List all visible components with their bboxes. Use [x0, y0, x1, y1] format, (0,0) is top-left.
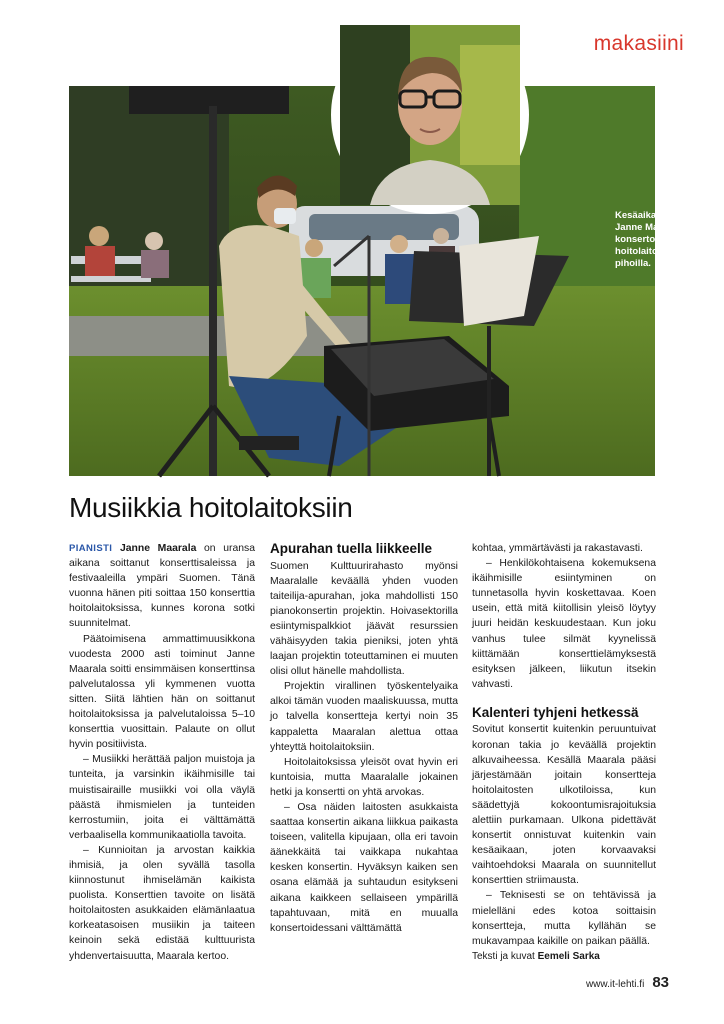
portrait-illustration	[340, 25, 520, 205]
paragraph: Projektin virallinen työskentelyaika alkoi tämän vuoden maaliskuussa, mutta jo talvella konsertteja kertyi noin 35 kappaletta Maaralan alettua ottaa yhteyttä hoitolaitoksiin.	[270, 681, 458, 753]
article-column-3	[472, 541, 656, 964]
section-tag: makasiini	[593, 32, 684, 55]
footer-url: www.it-lehti.fi	[585, 979, 645, 990]
lead-label: PIANISTI	[69, 543, 113, 554]
byline: Teksti ja kuvat Eemeli Sarka	[472, 950, 600, 962]
paragraph: Suomen Kulttuurirahasto myönsi Maaralalle keväällä yhden vuoden taiteilija-apurahan, joka mahdollisti 150 pianokonsertin projektin. Hoivasektorilla esiintymispalkkiot jäävät resurssien vähäisyyden takia pieniksi, joten yhtä laajan projektin toteuttaminen ei muuten olisi ollut hänelle mahdollista.	[270, 560, 458, 678]
paragraph: – Henkilökohtaisena kokemuksena ikäihmisille esiintyminen on tunnetasolla hyvin koskettavaa. Koen usein, että mitä kiitollisin yleisö löytyy juuri heidän keskuudestaan. Kun joku vanhus tulee silmät kyynelissä kiittämään konserttielämyksestä esityksen jälkeen, liikutun itsekin vahvasti.	[472, 558, 656, 690]
paragraph: – Kunnioitan ja arvostan kaikkia ihmisiä, ja olen syvällä tasolla kiinnostunut ihmiselämän kaikista puolista. Konserttien tavoite on lisätä hoitolaitosten asukkaiden elämänlaatua korkeatasoisen musiikin ja taiteen keinoin sekä edistää kulttuurista yhdenvertaisuutta, Maarala kertoo.	[69, 844, 255, 962]
paragraph: Päätoimisena ammattimuusikkona vuodesta 2000 asti toiminut Janne Maarala soitti ensimmäisen konserttinsa palvelutalossa yli kymmenen vuotta sitten. Siitä lähtien hän on soittanut hoitolaitoksissa ja palvelutaloissa 5–10 konserttia vuosittain. Palaute on ollut hyvin positiivista.	[69, 633, 255, 751]
article-column-1	[69, 541, 255, 964]
subheading: Kalenteri tyhjeni hetkessä	[472, 704, 639, 720]
paragraph: Sovitut konsertit kuitenkin peruuntuivat koronan takia jo keväällä projektin alkuvaiheessa. Kesällä Maarala pääsi järjestämään joitain konsertteja hoitolaitosten ulkotiloissa, kun säädettyjä kokoontumisrajoituksia alettiin purkamaan. Ulkona pidettävät konsertit onnistuvat kuitenkin vain kesäaikaan, joten korvaavaksi vaihtoehdoksi Maarala on suunnitellut konserttien striimausta.	[472, 724, 656, 887]
article-headline: Musiikkia hoitolaitoksiin	[69, 492, 353, 523]
person-name: Janne Maarala	[119, 543, 197, 554]
paragraph: Hoitolaitoksissa yleisöt ovat hyvin eri kuntoisia, mutta Maaralalle jokainen hetki ja konsertti on yhtä arvokas.	[270, 756, 458, 798]
photo-caption: Kesäaikaan Janne Maarala konsertoi vain hoitolaitosten pihoilla.	[615, 210, 681, 269]
article-column-2	[270, 541, 458, 936]
subheading: Apurahan tuella liikkeelle	[270, 541, 433, 556]
paragraph: – Musiikki herättää paljon muistoja ja tunteita, ja varsinkin ikäihmisille tai muistisairaille musiikki voi olla väylä päästä ihmismielen ja tunteiden kerrostumiin, joita ei välttämättä verbaalisella kommunikaatiolla tavoita.	[69, 754, 255, 841]
page-footer	[586, 974, 669, 991]
page-number: 83	[652, 974, 669, 991]
paragraph: – Osa näiden laitosten asukkaista saattaa konsertin aikana liikkua paikasta toiseen, valitella kipujaan, olla eri tavoin äänekkäitä tai vaikkapa nukahtaa kesken konsertin. Hyväksyn kaiken sen osana elämää ja suhtaudun esitykseni aikana kaikkeen sellaiseen ympärillä tapahtuvaan, mitä en muualla konsertoidessani välttämättä	[270, 802, 458, 934]
portrait-photo	[340, 25, 520, 205]
paragraph: kohtaa, ymmärtävästi ja rakastavasti.	[472, 543, 643, 554]
paragraph: PIANISTI Janne Maarala on uransa aikana soittanut konserttisaleissa ja festivaaleilla ympäri Suomen. Tänä vuonna hänen piti soittaa 150 konserttia hoitolaitoksissa, kunnes korona sotki suunnitelmat.	[69, 543, 256, 630]
paragraph: – Teknisesti se on tehtävissä ja mielelläni edes kotoa soittaisin konsertteja, mutta kyllähän se mukavampaa kaikille on paikan päällä.	[472, 890, 656, 947]
